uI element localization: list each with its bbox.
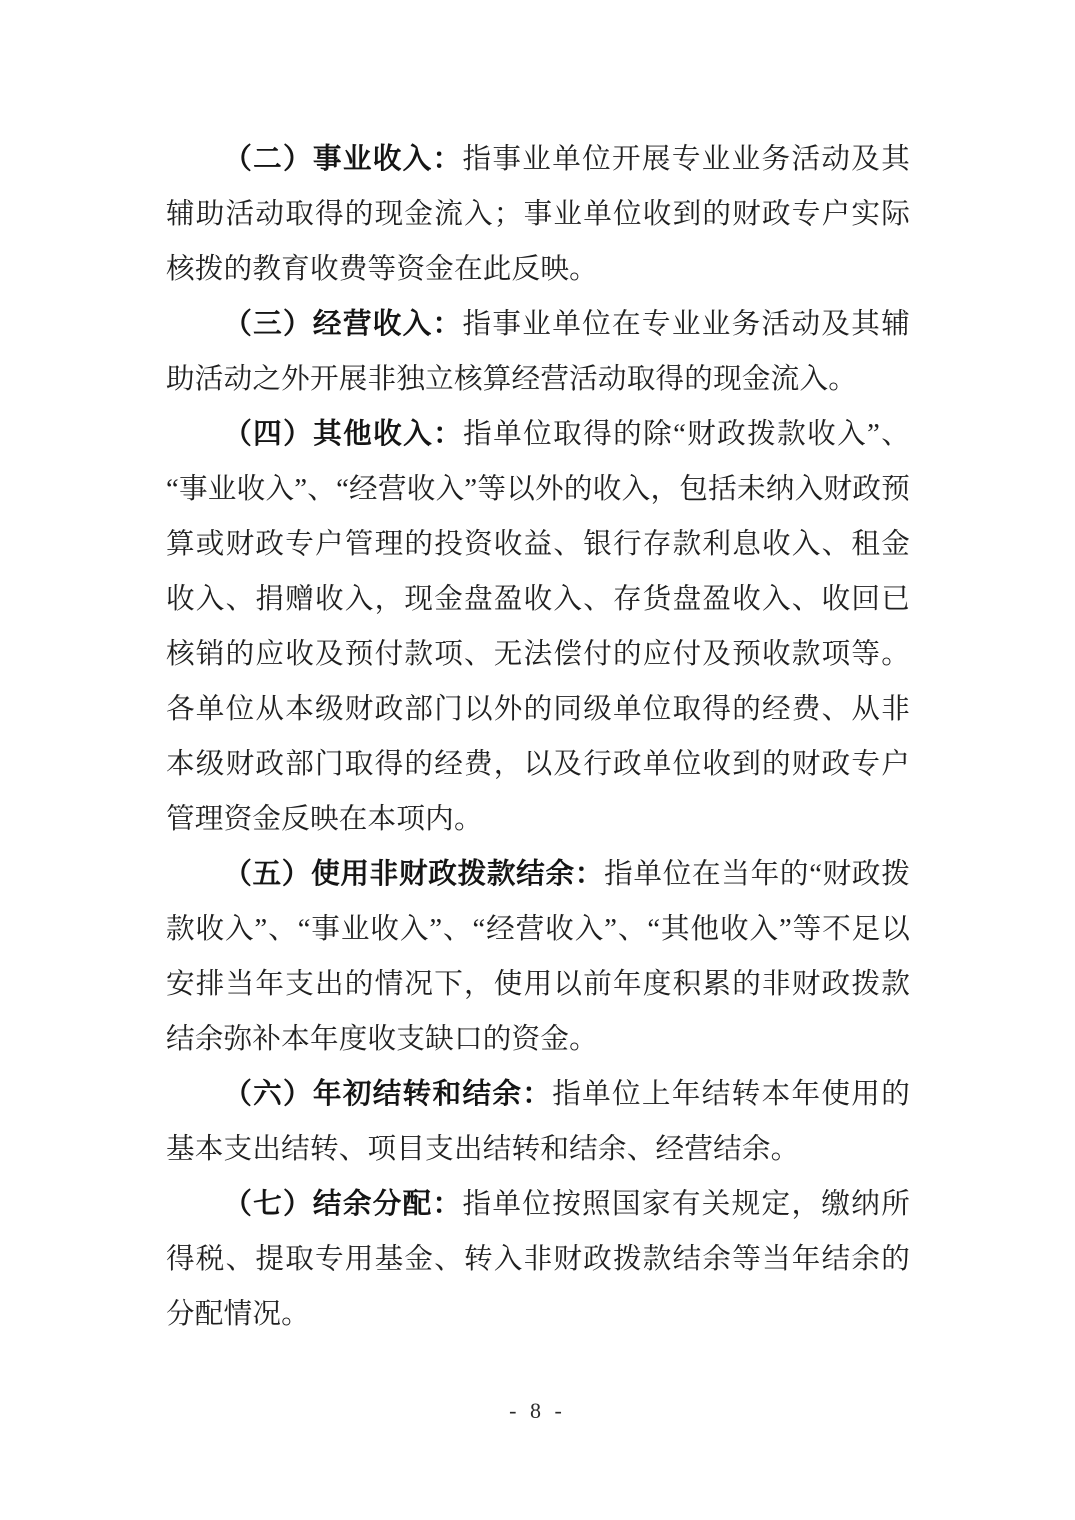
paragraph-feicaizheng-jieyu xyxy=(166,847,910,1067)
paragraph-text: 指单位按照国家有关规定，缴纳所得税、提取专用基金、转入非财政拨款结余等当年结余的分配情况。 xyxy=(166,1189,910,1330)
paragraph-income-jingying xyxy=(166,297,910,407)
paragraph-heading: （五）使用非财政拨款结余： xyxy=(223,859,605,890)
paragraph-income-qita xyxy=(166,407,910,847)
paragraph-jieyu-fenpei xyxy=(166,1177,910,1342)
paragraph-heading: （二）事业收入： xyxy=(223,144,463,175)
paragraph-nianchu-jiezhuan xyxy=(166,1067,910,1177)
page-number: - 8 - xyxy=(509,1398,566,1423)
document-content xyxy=(166,132,910,1342)
paragraph-text: 指单位取得的除“财政拨款收入”、“事业收入”、“经营收入”等以外的收入，包括未纳入财政预算或财政专户管理的投资收益、银行存款利息收入、租金收入、捐赠收入，现金盘盈收入、存货盘盈收入、收回已核销的应收及预付款项、无法偿付的应付及预收款项等。各单位从本级财政部门以外的同级单位取得的经费、从非本级财政部门取得的经费，以及行政单位收到的财政专户管理资金反映在本项内。 xyxy=(166,419,910,835)
paragraph-income-shiye xyxy=(166,132,910,297)
paragraph-text: 指事业单位在专业业务活动及其辅助活动之外开展非独立核算经营活动取得的现金流入。 xyxy=(166,309,910,395)
paragraph-heading: （三）经营收入： xyxy=(223,309,463,340)
paragraph-heading: （四）其他收入： xyxy=(223,419,464,450)
paragraph-text: 指单位在当年的“财政拨款收入”、“事业收入”、“经营收入”、“其他收入”等不足以安排当年支出的情况下，使用以前年度积累的非财政拨款结余弥补本年度收支缺口的资金。 xyxy=(166,859,910,1055)
paragraph-heading: （六）年初结转和结余： xyxy=(223,1079,553,1110)
paragraph-heading: （七）结余分配： xyxy=(223,1189,463,1220)
paragraph-text: 指单位上年结转本年使用的基本支出结转、项目支出结转和结余、经营结余。 xyxy=(166,1079,911,1165)
paragraph-text: 指事业单位开展专业业务活动及其辅助活动取得的现金流入；事业单位收到的财政专户实际核拨的教育收费等资金在此反映。 xyxy=(166,144,910,285)
